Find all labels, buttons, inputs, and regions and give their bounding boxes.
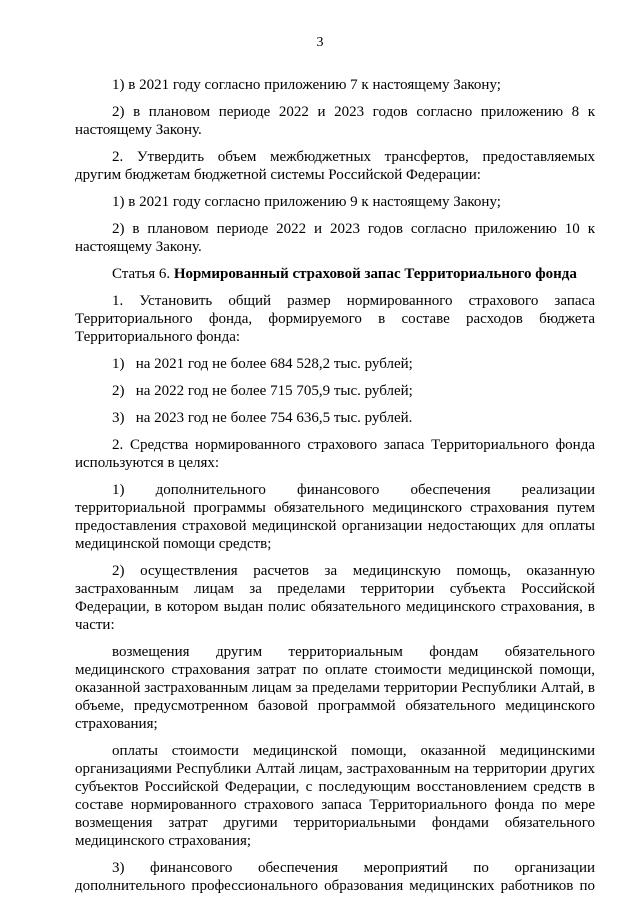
paragraph: 1) дополнительного финансового обеспечения реализации территориальной программы обязательного медицинского страхования путем предоставления страховой медицинской организации недостающих для оплаты медицинской помощи средств;: [75, 482, 595, 552]
paragraph: 2) в плановом периоде 2022 и 2023 годов согласно приложению 8 к настоящему Закону.: [75, 104, 595, 138]
paragraph: 3) финансового обеспечения мероприятий по организации дополнительного профессионального образования медицинских работников по: [75, 860, 595, 894]
paragraph: оплаты стоимости медицинской помощи, оказанной медицинскими организациями Республики Алтай лицам, застрахованным на территории других субъектов Российской Федерации, с последующим восстановлением средств в составе нормированного страхового запаса Территориального фонда по мере возмещения затрат другими территориальными фондами обязательного медицинского страхования;: [75, 743, 595, 849]
list-item: 3) на 2023 год не более 754 636,5 тыс. рублей.: [112, 410, 413, 426]
paragraph: 1. Установить общий размер нормированного страхового запаса Территориального фонда, формируемого в составе расходов бюджета Территориального фонда:: [75, 293, 595, 345]
article-prefix: Статья 6.: [112, 266, 174, 282]
document-body: [75, 76, 595, 904]
article-heading: [75, 265, 595, 283]
list-item: 1) на 2021 год не более 684 528,2 тыс. рублей;: [112, 356, 413, 372]
paragraph: 2. Средства нормированного страхового запаса Территориального фонда используются в целях:: [75, 437, 595, 471]
paragraph: возмещения другим территориальным фондам обязательного медицинского страхования затрат по оплате стоимости медицинской помощи, оказанной застрахованным лицам за пределами территории Республики Алтай, в объеме, предусмотренном базовой программой обязательного медицинского страхования;: [75, 644, 595, 732]
article-title: Нормированный страховой запас Территориального фонда: [173, 266, 577, 282]
paragraph: 1) в 2021 году согласно приложению 9 к настоящему Закону;: [112, 194, 501, 210]
page-number: 3: [316, 35, 324, 50]
paragraph: 2) в плановом периоде 2022 и 2023 годов согласно приложению 10 к настоящему Закону.: [75, 221, 595, 255]
paragraph: 2) осуществления расчетов за медицинскую помощь, оказанную застрахованным лицам за пределами территории субъекта Российской Федерации, в котором выдан полис обязательного медицинского страхования, в части:: [75, 563, 595, 633]
paragraph: 1) в 2021 году согласно приложению 7 к настоящему Закону;: [112, 77, 501, 93]
list-item: 2) на 2022 год не более 715 705,9 тыс. рублей;: [112, 383, 413, 399]
paragraph: 2. Утвердить объем межбюджетных трансфертов, предоставляемых другим бюджетам бюджетной системы Российской Федерации:: [75, 149, 595, 183]
